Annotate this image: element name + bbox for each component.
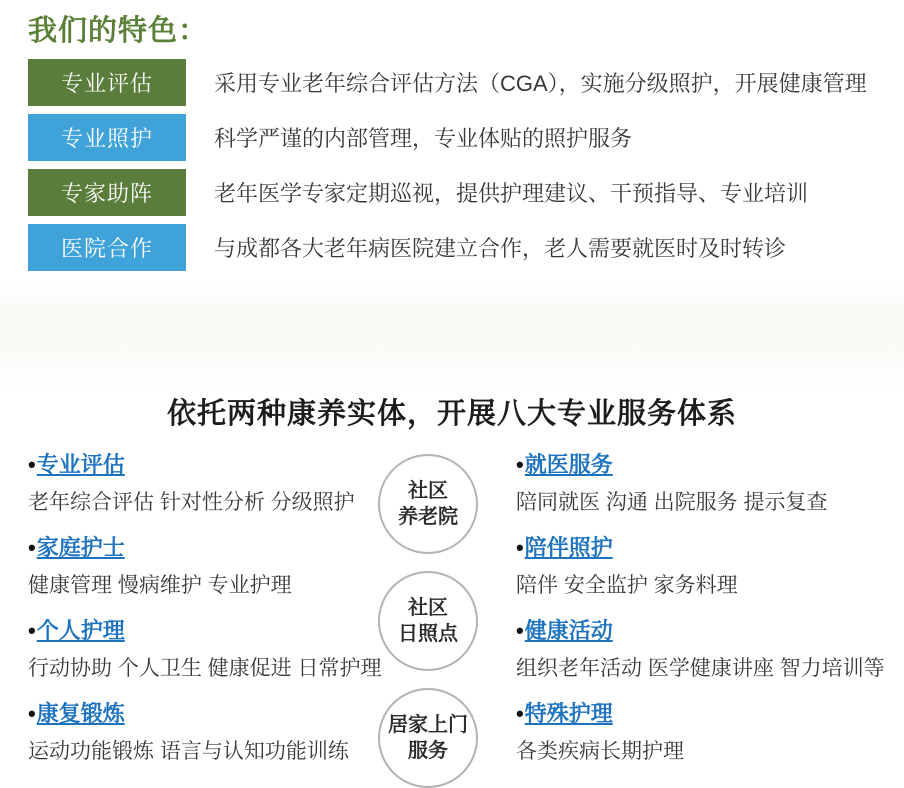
service-item — [28, 535, 378, 599]
entity-circle-label: 服务 — [408, 740, 448, 762]
service-item-title — [28, 535, 378, 561]
service-item-title — [516, 535, 904, 561]
section-divider-band — [0, 279, 904, 391]
entity-circle-label: 社区 — [408, 597, 448, 619]
service-item-description: 老年综合评估 针对性分析 分级照护 — [28, 491, 355, 514]
service-link-rehab[interactable]: 康复锻炼 — [36, 701, 125, 726]
feature-badge-experts: 专家助阵 — [28, 169, 186, 216]
features-heading: 我们的特色： — [28, 15, 209, 47]
features-section — [0, 0, 904, 271]
services-heading: 依托两种康养实体，开展八大专业服务体系 — [166, 398, 737, 430]
service-item — [28, 701, 378, 765]
entity-circle-label: 养老院 — [398, 506, 458, 528]
service-item-title — [28, 452, 378, 478]
service-item-description: 行动协助 个人卫生 健康促进 日常护理 — [28, 657, 382, 680]
service-item-description: 各类疾病长期护理 — [516, 740, 684, 763]
service-link-health-activity[interactable]: 健康活动 — [524, 618, 613, 643]
service-item — [28, 452, 378, 516]
service-item — [516, 535, 904, 599]
service-link-companion-care[interactable]: 陪伴照护 — [524, 535, 613, 560]
bullet-icon: • — [28, 535, 36, 560]
entity-circle-daycare — [378, 571, 478, 671]
bullet-icon: • — [516, 618, 524, 643]
bullet-icon: • — [28, 701, 36, 726]
feature-badge-care: 专业照护 — [28, 114, 186, 161]
service-item-description: 健康管理 慢病维护 专业护理 — [28, 574, 292, 597]
feature-description: 科学严谨的内部管理，专业体贴的照护服务 — [214, 126, 633, 151]
service-item — [28, 618, 382, 682]
bullet-icon: • — [516, 701, 524, 726]
service-item-title — [516, 452, 904, 478]
feature-row — [28, 59, 904, 106]
service-item — [516, 452, 904, 516]
bullet-icon: • — [28, 618, 36, 643]
service-item-description: 运动功能锻炼 语言与认知功能训练 — [28, 740, 349, 763]
service-link-personal-care[interactable]: 个人护理 — [36, 618, 125, 643]
services-left-column — [28, 452, 382, 784]
service-link-home-nurse[interactable]: 家庭护士 — [36, 535, 125, 560]
service-item-description: 组织老年活动 医学健康讲座 智力培训等 — [516, 657, 885, 680]
bullet-icon: • — [516, 535, 524, 560]
service-item — [516, 701, 904, 765]
service-link-assessment[interactable]: 专业评估 — [36, 452, 125, 477]
feature-description: 采用专业老年综合评估方法（CGA），实施分级照护，开展健康管理 — [214, 71, 867, 96]
services-right-column — [482, 452, 904, 784]
service-item-description: 陪伴 安全监护 家务料理 — [516, 574, 738, 597]
entity-circle-community-home — [378, 454, 478, 554]
service-link-special-care[interactable]: 特殊护理 — [524, 701, 613, 726]
entity-circle-label: 日照点 — [398, 623, 458, 645]
bullet-icon: • — [28, 452, 36, 477]
feature-description: 与成都各大老年病医院建立合作，老人需要就医时及时转诊 — [214, 236, 787, 261]
service-item-title — [28, 701, 378, 727]
entity-circle-label: 居家上门 — [388, 714, 468, 736]
bullet-icon: • — [516, 452, 524, 477]
service-item-title — [516, 618, 904, 644]
feature-row — [28, 169, 904, 216]
feature-badge-hospital: 医院合作 — [28, 224, 186, 271]
service-item-description: 陪同就医 沟通 出院服务 提示复查 — [516, 491, 828, 514]
service-item — [516, 618, 904, 682]
feature-row — [28, 224, 904, 271]
service-item-title — [516, 701, 904, 727]
services-section — [0, 391, 904, 788]
services-body — [0, 452, 904, 788]
entity-circles-column — [378, 452, 482, 788]
feature-description: 老年医学专家定期巡视，提供护理建议、干预指导、专业培训 — [214, 181, 809, 206]
feature-row — [28, 114, 904, 161]
service-link-medical-visit[interactable]: 就医服务 — [524, 452, 613, 477]
feature-badge-assessment: 专业评估 — [28, 59, 186, 106]
entity-circle-label: 社区 — [408, 480, 448, 502]
service-item-title — [28, 618, 378, 644]
entity-circle-home-visit — [378, 688, 478, 788]
